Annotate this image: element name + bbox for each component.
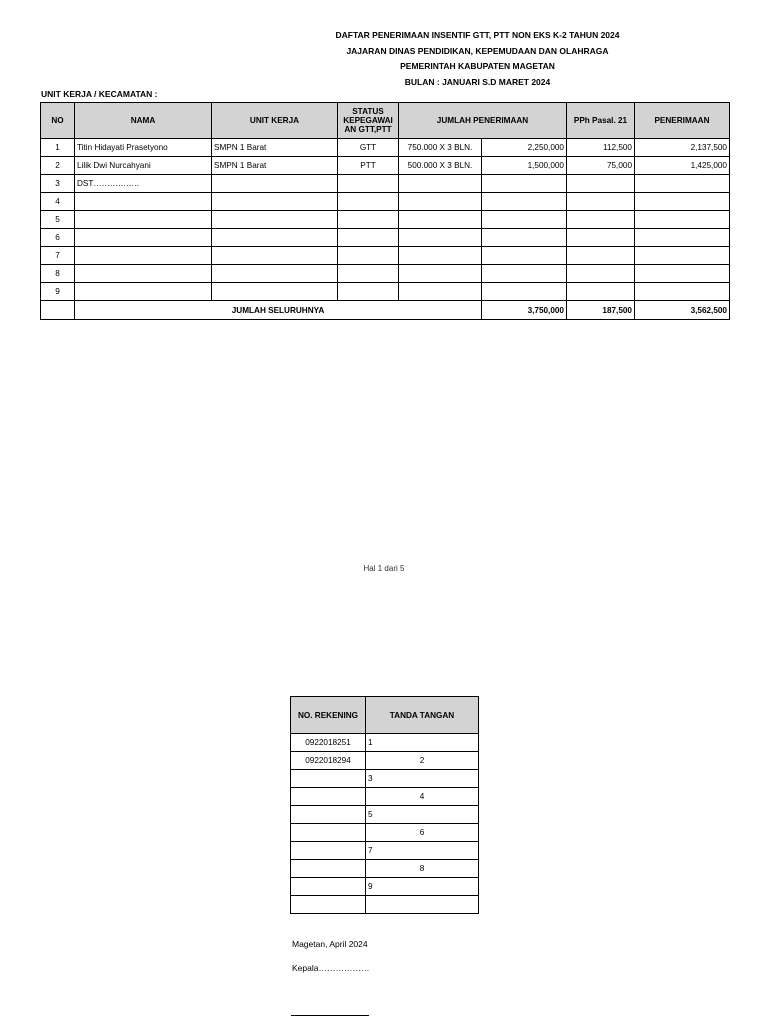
cell-no: 4 bbox=[41, 193, 75, 211]
cell-penerimaan bbox=[635, 211, 730, 229]
signature-row bbox=[291, 770, 479, 788]
cell-status bbox=[338, 247, 399, 265]
cell-jumlah bbox=[482, 247, 567, 265]
cell-no: 6 bbox=[41, 229, 75, 247]
total-row bbox=[41, 301, 730, 320]
page-number: Hal 1 dari 5 bbox=[363, 564, 405, 573]
cell-jumlah bbox=[482, 265, 567, 283]
cell-unit-kerja: SMPN 1 Barat bbox=[212, 157, 338, 175]
signature-row bbox=[291, 734, 479, 752]
cell-penerimaan: 1,425,000 bbox=[635, 157, 730, 175]
cell-nama: DST…………….. bbox=[75, 175, 212, 193]
cell-status bbox=[338, 211, 399, 229]
col-header-nama: NAMA bbox=[75, 103, 212, 139]
col-header-penerimaan: PENERIMAAN bbox=[635, 103, 730, 139]
col-header-status: STATUS KEPEGAWAI AN GTT,PTT bbox=[338, 103, 399, 139]
col-header-rekening: NO. REKENING bbox=[291, 697, 366, 734]
signature-row bbox=[291, 878, 479, 896]
cell-penerimaan bbox=[635, 265, 730, 283]
cell-tanda-tangan: 2 bbox=[366, 752, 479, 770]
unit-kerja-label: UNIT KERJA / KECAMATAN : bbox=[41, 89, 158, 99]
total-jumlah: 3,750,000 bbox=[482, 301, 567, 320]
cell-no: 1 bbox=[41, 139, 75, 157]
total-penerimaan: 3,562,500 bbox=[635, 301, 730, 320]
header-period: BULAN : JANUARI S.D MARET 2024 bbox=[404, 76, 551, 87]
total-pph: 187,500 bbox=[567, 301, 635, 320]
cell-unit-kerja bbox=[212, 211, 338, 229]
cell-rekening bbox=[291, 878, 366, 896]
cell-jumlah bbox=[482, 193, 567, 211]
cell-pph bbox=[567, 283, 635, 301]
cell-nama: Titin Hidayati Prasetyono bbox=[75, 139, 212, 157]
table-row bbox=[41, 139, 730, 157]
cell-tanda-tangan: 8 bbox=[366, 860, 479, 878]
col-header-unit-kerja: UNIT KERJA bbox=[212, 103, 338, 139]
signature-row bbox=[291, 896, 479, 914]
cell-penerimaan bbox=[635, 175, 730, 193]
cell-rate bbox=[399, 265, 482, 283]
header-agency: JAJARAN DINAS PENDIDIKAN, KEPEMUDAAN DAN OLAHRAGA bbox=[346, 45, 609, 56]
cell-nama bbox=[75, 193, 212, 211]
cell-unit-kerja: SMPN 1 Barat bbox=[212, 139, 338, 157]
cell-pph bbox=[567, 247, 635, 265]
cell-status bbox=[338, 229, 399, 247]
signature-row bbox=[291, 806, 479, 824]
signature-row bbox=[291, 752, 479, 770]
cell-pph bbox=[567, 265, 635, 283]
cell-no: 3 bbox=[41, 175, 75, 193]
cell-rate bbox=[399, 247, 482, 265]
cell-status bbox=[338, 283, 399, 301]
cell-pph bbox=[567, 175, 635, 193]
table-row bbox=[41, 211, 730, 229]
cell-nama: Lilik Dwi Nurcahyani bbox=[75, 157, 212, 175]
cell-nama bbox=[75, 247, 212, 265]
cell-rate: 500.000 X 3 BLN. bbox=[399, 157, 482, 175]
signature-header-row bbox=[291, 697, 479, 734]
cell-tanda-tangan: 3 bbox=[366, 770, 479, 788]
total-blank-cell bbox=[41, 301, 75, 320]
cell-no: 7 bbox=[41, 247, 75, 265]
cell-tanda-tangan: 7 bbox=[366, 842, 479, 860]
signature-row bbox=[291, 824, 479, 842]
col-header-tanda-tangan: TANDA TANGAN bbox=[366, 697, 479, 734]
cell-rate bbox=[399, 211, 482, 229]
cell-pph bbox=[567, 193, 635, 211]
cell-nama bbox=[75, 265, 212, 283]
cell-nama bbox=[75, 229, 212, 247]
kepala-label: Kepala……………… bbox=[292, 963, 370, 973]
table-row bbox=[41, 175, 730, 193]
cell-jumlah: 2,250,000 bbox=[482, 139, 567, 157]
cell-rekening bbox=[291, 860, 366, 878]
cell-penerimaan bbox=[635, 283, 730, 301]
table-header-row bbox=[41, 103, 730, 139]
cell-unit-kerja bbox=[212, 265, 338, 283]
cell-penerimaan bbox=[635, 229, 730, 247]
cell-unit-kerja bbox=[212, 247, 338, 265]
cell-tanda-tangan: 4 bbox=[366, 788, 479, 806]
cell-status bbox=[338, 175, 399, 193]
signature-row bbox=[291, 788, 479, 806]
cell-penerimaan: 2,137,500 bbox=[635, 139, 730, 157]
cell-jumlah: 1,500,000 bbox=[482, 157, 567, 175]
signature-table bbox=[290, 696, 479, 914]
cell-no: 8 bbox=[41, 265, 75, 283]
cell-tanda-tangan: 5 bbox=[366, 806, 479, 824]
table-row bbox=[41, 229, 730, 247]
cell-penerimaan bbox=[635, 193, 730, 211]
cell-rekening bbox=[291, 788, 366, 806]
signature-row bbox=[291, 860, 479, 878]
cell-no: 2 bbox=[41, 157, 75, 175]
cell-jumlah bbox=[482, 283, 567, 301]
cell-pph bbox=[567, 229, 635, 247]
cell-jumlah bbox=[482, 211, 567, 229]
cell-rekening bbox=[291, 824, 366, 842]
payment-table bbox=[40, 102, 730, 320]
cell-rekening: 0922018294 bbox=[291, 752, 366, 770]
cell-rate: 750.000 X 3 BLN. bbox=[399, 139, 482, 157]
cell-no: 9 bbox=[41, 283, 75, 301]
cell-rate bbox=[399, 283, 482, 301]
cell-pph bbox=[567, 211, 635, 229]
cell-tanda-tangan: 6 bbox=[366, 824, 479, 842]
cell-unit-kerja bbox=[212, 229, 338, 247]
col-header-jumlah-penerimaan: JUMLAH PENERIMAAN bbox=[399, 103, 567, 139]
cell-rekening bbox=[291, 806, 366, 824]
place-date: Magetan, April 2024 bbox=[292, 939, 368, 949]
cell-tanda-tangan: 1 bbox=[366, 734, 479, 752]
cell-rekening bbox=[291, 842, 366, 860]
signature-row bbox=[291, 842, 479, 860]
signature-line bbox=[291, 1015, 369, 1016]
header-title: DAFTAR PENERIMAAN INSENTIF GTT, PTT NON EKS K-2 TAHUN 2024 bbox=[335, 30, 620, 40]
total-label: JUMLAH SELURUHNYA bbox=[75, 301, 482, 320]
header-government: PEMERINTAH KABUPATEN MAGETAN bbox=[400, 61, 555, 71]
cell-pph: 75,000 bbox=[567, 157, 635, 175]
cell-rate bbox=[399, 229, 482, 247]
cell-jumlah bbox=[482, 229, 567, 247]
cell-no: 5 bbox=[41, 211, 75, 229]
cell-nama bbox=[75, 283, 212, 301]
cell-status: PTT bbox=[338, 157, 399, 175]
table-row bbox=[41, 157, 730, 175]
cell-penerimaan bbox=[635, 247, 730, 265]
cell-nama bbox=[75, 211, 212, 229]
table-row bbox=[41, 247, 730, 265]
cell-tanda-tangan: 9 bbox=[366, 878, 479, 896]
cell-status: GTT bbox=[338, 139, 399, 157]
cell-unit-kerja bbox=[212, 193, 338, 211]
table-row bbox=[41, 265, 730, 283]
table-row bbox=[41, 283, 730, 301]
cell-rate bbox=[399, 193, 482, 211]
cell-unit-kerja bbox=[212, 175, 338, 193]
cell-tanda-tangan bbox=[366, 896, 479, 914]
document-header bbox=[290, 28, 665, 90]
cell-status bbox=[338, 193, 399, 211]
cell-pph: 112,500 bbox=[567, 139, 635, 157]
cell-rekening: 0922018251 bbox=[291, 734, 366, 752]
cell-rekening bbox=[291, 770, 366, 788]
cell-unit-kerja bbox=[212, 283, 338, 301]
cell-rate bbox=[399, 175, 482, 193]
cell-jumlah bbox=[482, 175, 567, 193]
cell-status bbox=[338, 265, 399, 283]
cell-rekening bbox=[291, 896, 366, 914]
col-header-no: NO bbox=[41, 103, 75, 139]
col-header-pph: PPh Pasal. 21 bbox=[567, 103, 635, 139]
table-row bbox=[41, 193, 730, 211]
